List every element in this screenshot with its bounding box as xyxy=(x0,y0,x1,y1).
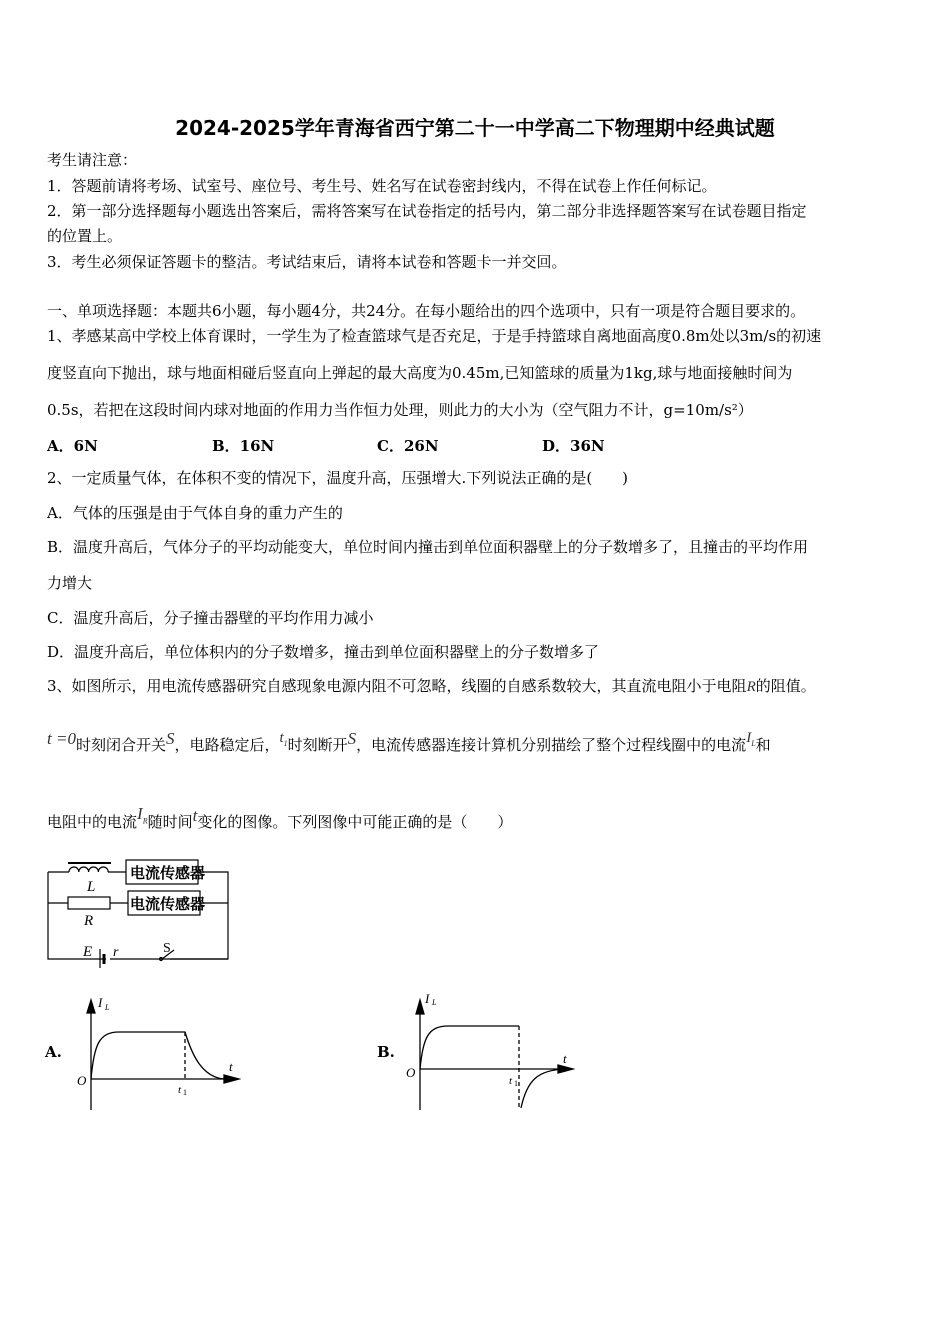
q3-line1 xyxy=(47,676,816,697)
current-curve xyxy=(420,1026,519,1069)
inductor-label: L xyxy=(87,879,96,895)
graph-a xyxy=(74,995,254,1115)
origin-label: O xyxy=(406,1065,416,1080)
resistor-icon xyxy=(68,897,110,909)
resistor-label: R xyxy=(84,913,94,929)
q1-line: 0.5s，若把在这段时间内球对地面的作用力当作恒力处理，则此力的大小为（空气阻力不计，g=10m/s²） xyxy=(47,401,753,419)
x-axis-label: t xyxy=(229,1059,233,1074)
il-sub: L xyxy=(751,739,756,748)
y-axis-sub: L xyxy=(105,1003,110,1012)
ir-sub: R xyxy=(142,816,148,826)
q3-text: 变化的图像。下列图像中可能正确的是（ ） xyxy=(197,813,513,831)
q3-text: 和 xyxy=(755,736,771,754)
q3-text: 电阻中的电流 xyxy=(47,813,138,831)
var-r: R xyxy=(746,679,756,695)
y-axis-sub: L xyxy=(432,998,437,1007)
switch-label: S xyxy=(163,941,171,956)
q3-text: ，电流传感器连接计算机分别描绘了整个过程线圈中的电流 xyxy=(356,736,747,754)
circuit-diagram xyxy=(44,858,234,968)
var-s: S xyxy=(347,729,357,748)
q2-stem: 2、一定质量气体，在体积不变的情况下，温度升高，压强增大.下列说法正确的是( ) xyxy=(47,469,629,487)
inductor-icon xyxy=(69,867,108,872)
notice-item: 的位置上。 xyxy=(47,227,123,245)
q3-option-a: A. xyxy=(45,1043,62,1061)
var-ir xyxy=(137,804,148,826)
q2-option-a: A．气体的压强是由于气体自身的重力产生的 xyxy=(47,504,343,522)
q3-option-b: B. xyxy=(377,1043,395,1061)
q1-line: 度竖直向下抛出，球与地面相碰后竖直向上弹起的最大高度为0.45m,已知篮球的质量为1kg,球与地面接触时间为 xyxy=(47,364,793,382)
q2-option-d: D．温度升高后，单位体积内的分子数增多，撞击到单位面积器壁上的分子数增多了 xyxy=(47,643,600,661)
q3-text: 时刻闭合开关 xyxy=(75,736,166,754)
page-title: 2024-2025学年青海省西宁第二十一中学高二下物理期中经典试题 xyxy=(175,116,775,140)
var-t1 xyxy=(279,730,287,746)
q1-option-b: B．16N xyxy=(212,437,275,455)
q3-text: 时刻断开 xyxy=(287,736,348,754)
t1-sub: 1 xyxy=(283,739,288,748)
section-heading: 一、单项选择题：本题共6小题，每小题4分，共24分。在每小题给出的四个选项中，只有一项是符合题目要求的。 xyxy=(47,302,806,320)
t1-symbol: t xyxy=(279,730,284,746)
sensor1-label: 电流传感器 xyxy=(130,866,206,882)
reverse-curve xyxy=(521,1069,565,1108)
ir-symbol: I xyxy=(137,804,143,823)
q1-option-a: A．6N xyxy=(47,437,98,455)
internal-resistance-label: r xyxy=(113,945,119,960)
y-axis-label: I xyxy=(425,991,430,1006)
notice-item: 3．考生必须保证答题卡的整洁。考试结束后，请将本试卷和答题卡一并交回。 xyxy=(47,253,567,271)
q3-line3 xyxy=(47,804,513,839)
q1-option-d: D．36N xyxy=(542,437,605,455)
notice-item: 1．答题前请将考场、试室号、座位号、考生号、姓名写在试卷密封线内，不得在试卷上作任何标记。 xyxy=(47,177,717,195)
q3-text: 3、如图所示，用电流传感器研究自感现象电源内阻不可忽略，线圈的自感系数较大，其直流电阻小于电阻 xyxy=(47,677,747,695)
q2-option-b-cont: 力增大 xyxy=(47,574,93,592)
y-axis-label: I xyxy=(98,995,103,1010)
var-s: S xyxy=(165,729,175,748)
il-symbol: I xyxy=(746,730,752,746)
t1-sub: 1 xyxy=(514,1079,518,1088)
q3-text: 随时间 xyxy=(147,813,193,831)
t1-sub: 1 xyxy=(183,1088,187,1097)
q2-option-b: B．温度升高后，气体分子的平均动能变大，单位时间内撞击到单位面积器壁上的分子数增多了，且撞击的平均作用 xyxy=(47,538,809,556)
current-curve xyxy=(91,1032,224,1079)
var-il xyxy=(746,730,755,746)
x-axis-label: t xyxy=(563,1051,567,1066)
var-t: t xyxy=(192,806,198,825)
origin-label: O xyxy=(77,1073,87,1088)
notice-item: 2．第一部分选择题每小题选出答案后，需将答案写在试卷指定的括号内，第二部分非选择题答案写在试卷题目指定 xyxy=(47,202,807,220)
q3-line2 xyxy=(47,729,771,762)
q2-option-c: C．温度升高后，分子撞击器壁的平均作用力减小 xyxy=(47,609,374,627)
q3-text: ，电路稳定后， xyxy=(174,736,280,754)
sensor2-label: 电流传感器 xyxy=(130,897,206,913)
notice-heading: 考生请注意： xyxy=(47,151,138,169)
q1-option-c: C．26N xyxy=(377,437,439,455)
var-t0: t =0 xyxy=(47,729,76,748)
emf-label: E xyxy=(83,944,93,960)
graph-b xyxy=(403,988,583,1113)
q1-line: 1、孝感某高中学校上体育课时，一学生为了检查篮球气是否充足，于是手持篮球自离地面高度0.8m处以3m/s的初速 xyxy=(47,327,822,345)
q3-text: 的阻值。 xyxy=(755,677,816,695)
t1-label: t xyxy=(509,1075,513,1087)
t1-label: t xyxy=(178,1084,182,1096)
